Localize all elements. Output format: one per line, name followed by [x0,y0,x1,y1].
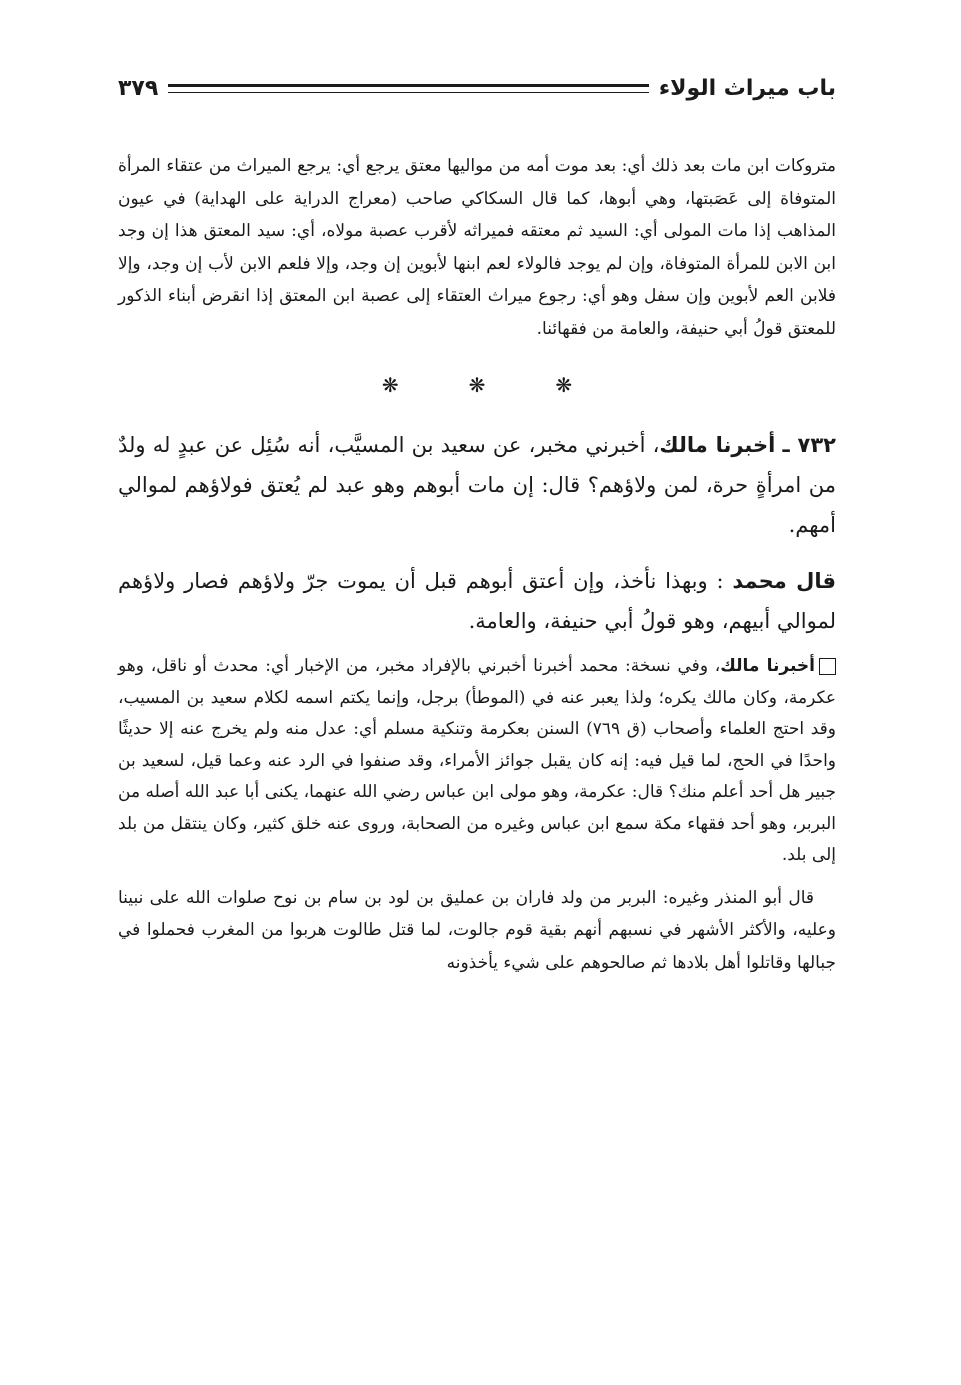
commentary-body: ، وفي نسخة: محمد أخبرنا أخبرني بالإفراد مخبر، من الإخبار أي: محدث أو ناقل، وهو عكرمة، وكان مالك يكره؛ ولذا يعبر عنه في (الموطأ) برجل، وإنما يكتم اسمه لكلام سعيد بن المسيب، وقد احتج العلماء وأصحاب (ق ٧٦٩) السنن بعكرمة وتنكية مسلم أي: عدل منه ولم يخرج عنه إلا حديثًا واحدًا في الحج، لما قيل فيه: إنه كان يقبل جوائز الأمراء، وقد صنفوا في الرد عنه وعما قيل، لسعيد بن جبير هل أحد أعلم منك؟ قال: عكرمة، وهو مولى ابن عباس رضي الله عنهما، يكنى أبا عبد الله أصله من البربر، وهو أحد فقهاء مكة سمع ابن عباس وغيره من الصحابة، وروى عنه خلق كثير، وكان ينتقل من بلد إلى بلد. [118,656,836,865]
top-commentary: متروكات ابن مات بعد ذلك أي: بعد موت أمه من مواليها معتق يرجع أي: يرجع الميراث من عتقاء المرأة المتوفاة إلى عَصَبتها، وهي أبوها، كما قال السكاكي صاحب (معراج الدراية على الهداية) في عيون المذاهب إذا مات المولى أي: السيد ثم معتقه فميراثه لأقرب عصبة مولاه، أي: سيد المعتق هذا إن وجد ابن الابن للمرأة المتوفاة، وإن لم يوجد فالولاء لعم ابنها لأبوين إن وجد، وإلا فلعم الابن لأب إن وجد، وإلا فلابن العم لأبوين وإن سفل وهو أي: رجوع ميراث العتقاء إلى عصبة ابن المعتق إذا انقرض أبناء الذكور للمعتق قولُ أبي حنيفة، والعامة من فقهائنا. [118,156,836,339]
page-content [118,150,836,979]
asterism-icon: ❋ [381,373,399,397]
asterism-icon: ❋ [468,373,486,397]
commentary-paragraph [118,651,836,872]
box-marker-icon [819,658,836,675]
hadith-narrator: أخبرنا مالك [659,433,776,457]
hadith-body: ، أخبرني مخبر، عن سعيد بن المسيَّب، أنه سُئِل عن عبدٍ له ولدٌ من امرأةٍ حرة، لمن ولاؤهم؟ قال: إن مات أبوهم وهو عبد لم يُعتق فولاؤهم لموالي أمهم. [118,433,836,537]
section-separator [118,345,836,425]
asterism-icon: ❋ [555,373,573,397]
page-header [118,68,836,108]
muhammad-body: : وبهذا نأخذ، وإن أعتق أبوهم قبل أن يموت جرّ ولاؤهم فصار ولاؤهم لموالي أبيهم، وهو قولُ أبي حنيفة، والعامة. [118,569,836,633]
hadith-text [118,425,836,545]
header-rule [168,84,649,93]
page-number: ٣٧٩ [118,75,159,101]
hadith-number: ٧٣٢ ـ [782,433,836,457]
muhammad-speaker: قال محمد [732,569,836,593]
running-title: باب ميراث الولاء [658,75,836,101]
commentary-paragraph-2: قال أبو المنذر وغيره: البربر من ولد فاران بن عمليق بن لود بن سام بن نوح صلوات الله على نبينا وعليه، والأكثر الأشهر في نسبهم أنهم بقية قوم جالوت، لما قتل طالوت هربوا من المغرب فحملوا في جبالها وقاتلوا أهل بلادها ثم صالحوهم على شيء يأخذونه [118,887,836,973]
muhammad-statement [118,561,836,641]
commentary-lemma: أخبرنا مالك [720,656,816,676]
